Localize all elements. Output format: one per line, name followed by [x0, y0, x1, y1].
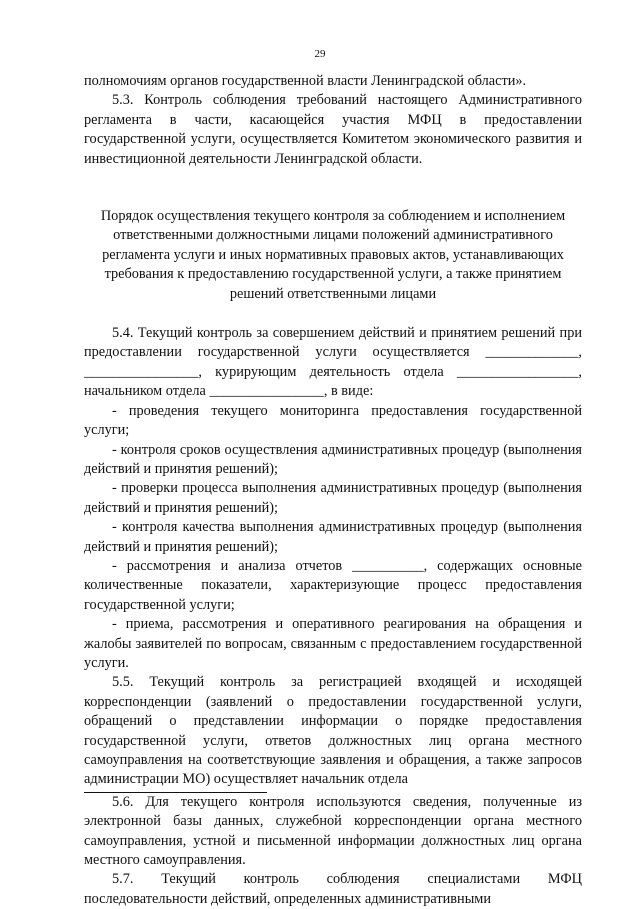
page-number: 29: [314, 48, 326, 60]
paragraph-5-5: 5.5. Текущий контроль за регистрацией входящей и исходящей корреспонденции (заявлений о предоставлении государственной услуги, обращений о представлении информации о порядке предоставления государственной услуги, ответов должностных лиц органа местного самоуправления на соответствующие заявления и обращения, а также запросов администрации МО) осуществляет начальник отдела: [84, 674, 582, 788]
section-heading: Порядок осуществления текущего контроля за соблюдением и исполнением ответственными должностными лицами положений административного регламента услуги и иных нормативных правовых актов, устанавливающих требования к предоставлению государственной услуги, а также принятием решений ответственными лицами: [100, 208, 566, 302]
document-body: [84, 72, 582, 909]
paragraph-5-7: 5.7. Текущий контроль соблюдения специалистами МФЦ последовательности действий, определенных административными: [84, 871, 582, 907]
list-item-process-check: - проверки процесса выполнения административных процедур (выполнения действий и принятия решений);: [84, 480, 582, 516]
list-item-monitoring: - проведения текущего мониторинга предоставления государственной услуги;: [84, 402, 582, 439]
list-item-deadlines: - контроля сроков осуществления административных процедур (выполнения действий и принятия решений);: [84, 441, 582, 477]
list-item-reports: - рассмотрения и анализа отчетов __________, содержащих основные количественные показатели, характеризующие процесс предоставления государственной услуги;: [84, 557, 582, 613]
list-item-quality: - контроля качества выполнения административных процедур (выполнения действий и принятия решений);: [84, 519, 582, 555]
paragraph-5-6: 5.6. Для текущего контроля используются сведения, полученные из электронной базы данных, служебной корреспонденции органа местного самоуправления, устной и письменной информации должностных лиц органа местного самоуправления.: [84, 793, 582, 869]
paragraph-5-4: 5.4. Текущий контроль за совершением действий и принятием решений при предоставлении государственной услуги осуществляется _____________, ________________, курирующим деятельность отдела _________________, начальником отдела ________________, в виде:: [84, 325, 582, 400]
paragraph-5-3: 5.3. Контроль соблюдения требований настоящего Административного регламента в части, касающейся участия МФЦ в предоставлении государственной услуги, осуществляется Комитетом экономического развития и инвестиционной деятельности Ленинградской области.: [84, 92, 582, 167]
list-item-appeals: - приема, рассмотрения и оперативного реагирования на обращения и жалобы заявителей по вопросам, связанным с предоставлением государственной услуги.: [84, 616, 582, 671]
paragraph-continuation: полномочиям органов государственной власти Ленинградской области».: [84, 73, 527, 89]
